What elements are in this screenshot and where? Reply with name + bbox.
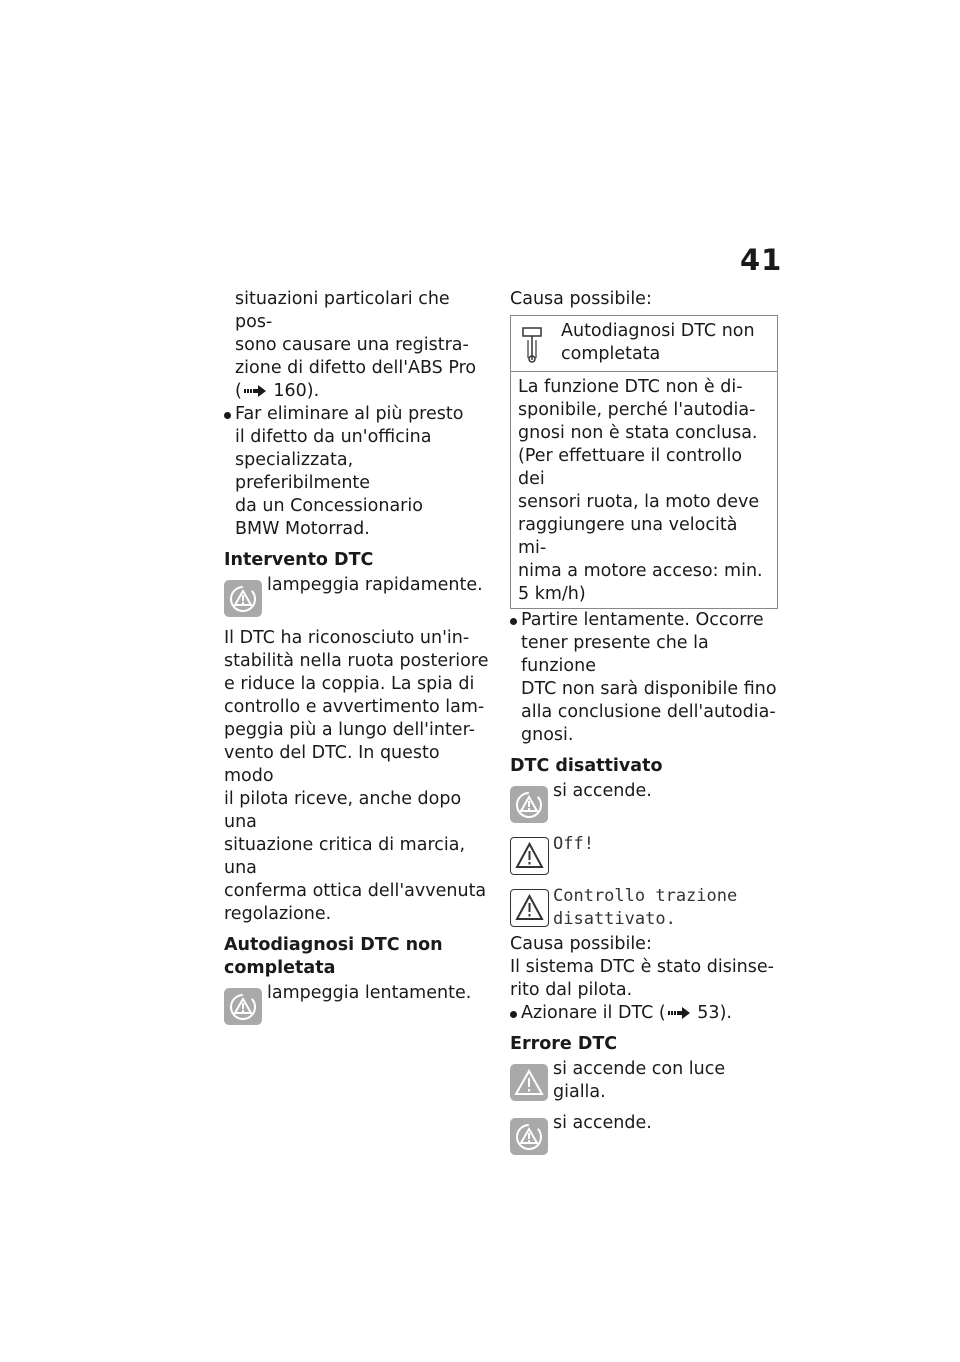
icon-text-lentamente: lampeggia lentamente.: [267, 983, 472, 1003]
page-number: 41: [740, 243, 783, 277]
heading-autodiagnosi-line-2: completata: [224, 958, 336, 978]
general-warning-light-icon: [510, 1064, 548, 1101]
body-line-7: il pilota riceve, anche dopo una: [224, 789, 462, 832]
box-body-line-3: gnosi non è stata conclusa.: [518, 423, 758, 443]
general-warning-icon: [510, 837, 549, 875]
bullet-partire-line-1: Partire lentamente. Occorre: [521, 610, 764, 630]
bullet-partire-line-3: DTC non sarà disponibile fino: [521, 679, 777, 699]
cause-box: [510, 315, 778, 609]
bullet-partire-line-2: tener presente che la funzione: [521, 633, 709, 676]
box-body-line-5: sensori ruota, la moto deve: [518, 492, 760, 512]
display-row-off: [510, 833, 780, 875]
bullet-repair-line-5: BMW Motorrad.: [235, 519, 370, 539]
bullet-repair-line-4: da un Concessionario: [235, 496, 423, 516]
icon-text-si-accende-2: si accende.: [553, 1113, 652, 1133]
icon-text-rapidamente: lampeggia rapidamente.: [267, 575, 483, 595]
body-line-5: peggia più a lungo dell'inter-: [224, 720, 475, 740]
box-body-line-2: sponibile, perché l'autodia-: [518, 400, 756, 420]
box-title-line-2: completata: [561, 344, 661, 364]
heading-intervento-dtc: Intervento DTC: [224, 550, 374, 570]
heading-errore-dtc: Errore DTC: [510, 1034, 618, 1054]
box-body-line-1: La funzione DTC non è di-: [518, 377, 743, 397]
bullet-partire-line-5: gnosi.: [521, 725, 574, 745]
box-body-line-4: (Per effettuare il controllo dei: [518, 446, 743, 489]
diagnosis-icon: [521, 326, 543, 364]
page-ref-53[interactable]: 53).: [697, 1003, 732, 1023]
bullet-partire: [510, 609, 780, 747]
icon-text-gialla: si accende con luce gialla.: [553, 1059, 726, 1102]
display-text-off: Off!: [553, 834, 594, 854]
icon-row-errore-2: [510, 1112, 780, 1155]
icon-row-intervento: [224, 574, 490, 617]
spacer: [224, 617, 490, 627]
general-warning-icon: [510, 889, 549, 927]
heading-autodiagnosi-line-1: Autodiagnosi DTC non: [224, 935, 443, 955]
body-line-1: Il DTC ha riconosciuto un'in-: [224, 628, 470, 648]
icon-row-disattivato: [510, 780, 780, 823]
page-ref-arrow-icon: [668, 1007, 690, 1019]
bullet-repair-line-1: Far eliminare al più presto: [235, 404, 464, 424]
heading-dtc-disattivato: DTC disattivato: [510, 756, 663, 776]
body-line-6: vento del DTC. In questo modo: [224, 743, 440, 786]
bullet-azionare-line: [521, 1002, 780, 1025]
box-title-line-1: Autodiagnosi DTC non: [561, 321, 755, 341]
intro-line-2: sono causare una registra-: [235, 335, 469, 355]
dtc-warning-light-icon: [510, 786, 548, 823]
bullet-azionare-text: Azionare il DTC (: [521, 1003, 666, 1023]
icon-row-autodiagnosi: [224, 982, 490, 1025]
body-line-10: regolazione.: [224, 904, 332, 924]
box-body-line-7: nima a motore acceso: min.: [518, 561, 763, 581]
body-line-8: situazione critica di marcia, una: [224, 835, 466, 878]
intro-line-3: zione di difetto dell'ABS Pro: [235, 358, 477, 378]
body-line-3: e riduce la coppia. La spia di: [224, 674, 475, 694]
intro-line-1: situazioni particolari che pos-: [235, 289, 450, 332]
dtc-warning-light-icon: [224, 988, 262, 1025]
page-ref-arrow-icon: [244, 385, 266, 397]
dtc-warning-light-icon: [510, 1118, 548, 1155]
body-line-9: conferma ottica dell'avvenuta: [224, 881, 487, 901]
icon-text-si-accende: si accende.: [553, 781, 652, 801]
cause2-line-1: Il sistema DTC è stato disinse-: [510, 957, 774, 977]
page-ref-160[interactable]: 160).: [273, 381, 320, 401]
bullet-partire-line-4: alla conclusione dell'autodia-: [521, 702, 776, 722]
display-row-controllo: [510, 885, 780, 931]
cause-box-body: [511, 372, 777, 608]
cause2-line-2: rito dal pilota.: [510, 980, 633, 1000]
left-column: [224, 288, 490, 1025]
cause-box-title: [561, 320, 755, 366]
cause-label: Causa possibile:: [510, 289, 652, 309]
cause-box-header: [511, 316, 777, 372]
display-text-controllo: [553, 885, 737, 931]
body-line-4: controllo e avvertimento lam-: [224, 697, 485, 717]
bullet-repair: [224, 403, 490, 541]
icon-row-errore-1: [510, 1058, 780, 1104]
bullet-repair-line-3: specializzata, preferibilmente: [235, 450, 371, 493]
right-column: [510, 288, 780, 1155]
display-line-1: Controllo trazione: [553, 886, 738, 906]
display-line-2: disattivato.: [553, 909, 676, 929]
body-line-2: stabilità nella ruota posteriore: [224, 651, 489, 671]
box-body-line-8: 5 km/h): [518, 584, 586, 604]
box-body-line-6: raggiungere una velocità mi-: [518, 515, 738, 558]
cause-label-2: Causa possibile:: [510, 934, 652, 954]
intro-line-4: ( 160).: [235, 381, 320, 401]
dtc-warning-light-icon: [224, 580, 262, 617]
bullet-repair-line-2: il difetto da un'officina: [235, 427, 432, 447]
bullet-azionare: [510, 1002, 780, 1025]
